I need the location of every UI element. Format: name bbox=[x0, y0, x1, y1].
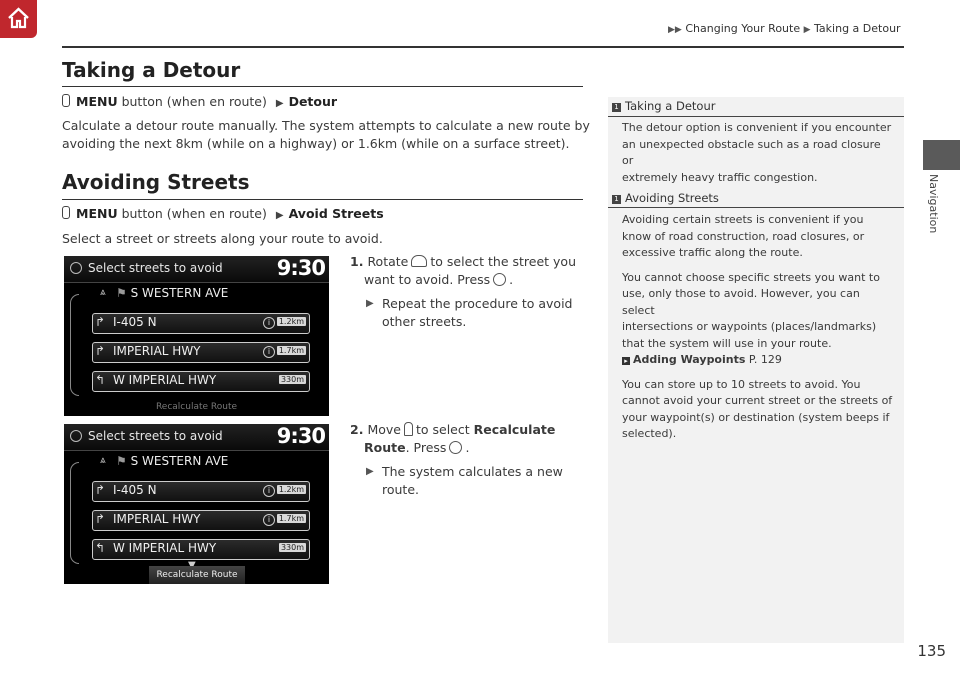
step-number: 1. bbox=[350, 254, 364, 269]
road-graphic bbox=[70, 462, 79, 564]
street-name: W IMPERIAL HWY bbox=[113, 541, 217, 555]
avoid-intro: Select a street or streets along your route to avoid. bbox=[62, 231, 383, 246]
menu-target: Detour bbox=[288, 94, 338, 109]
info-icon[interactable]: i bbox=[263, 317, 275, 329]
step-text: to select bbox=[415, 422, 470, 437]
breadcrumb bbox=[668, 22, 901, 35]
note-line: excessive traffic along the route. bbox=[622, 246, 803, 259]
step-bold: Recalculate bbox=[473, 422, 556, 437]
note-marker-icon: 1 bbox=[612, 103, 621, 112]
recalculate-route-button[interactable]: Recalculate Route bbox=[149, 566, 245, 584]
note-line: extremely heavy traffic congestion. bbox=[622, 170, 818, 184]
nav-screen-2 bbox=[64, 424, 329, 584]
interface-dial-icon bbox=[411, 255, 427, 267]
note-line: intersections or waypoints (places/landmarks) bbox=[622, 320, 877, 333]
street-row[interactable] bbox=[92, 313, 310, 334]
breadcrumb-current: Taking a Detour bbox=[814, 22, 901, 35]
chapter-tab-label bbox=[926, 174, 940, 234]
menu-label: MENU bbox=[76, 206, 118, 221]
step-1 bbox=[350, 253, 590, 271]
step-text: . bbox=[465, 440, 470, 455]
street-row[interactable] bbox=[92, 481, 310, 502]
street-name: S WESTERN AVE bbox=[130, 454, 229, 468]
turn-right-icon: ↱ bbox=[95, 344, 106, 358]
nav-screen-1 bbox=[64, 256, 329, 416]
link-label: Adding Waypoints bbox=[633, 353, 746, 366]
street-row[interactable] bbox=[92, 510, 310, 531]
home-button[interactable] bbox=[0, 0, 37, 38]
arrow-up-icon: ⩓ bbox=[100, 455, 106, 466]
hand-icon bbox=[62, 206, 70, 219]
distance-badge: 1.2km bbox=[278, 317, 304, 326]
distance-badge: 330m bbox=[280, 543, 304, 552]
note-body bbox=[622, 120, 894, 186]
flag-icon: ⚑ bbox=[116, 286, 127, 300]
home-icon bbox=[6, 6, 31, 31]
street-name: I-405 N bbox=[113, 483, 157, 497]
breadcrumb-arrow-icon: ▶▶ bbox=[668, 25, 682, 35]
section-rule bbox=[62, 199, 583, 200]
section-title-avoid: Avoiding Streets bbox=[62, 170, 250, 194]
note-heading bbox=[612, 191, 719, 205]
enter-press-icon bbox=[493, 273, 506, 286]
info-icon[interactable]: i bbox=[263, 346, 275, 358]
arrow-icon: ▶ bbox=[366, 466, 374, 477]
note-body bbox=[622, 212, 894, 443]
note-line: You can store up to 10 streets to avoid. You bbox=[622, 377, 861, 391]
street-name: I-405 N bbox=[113, 315, 157, 329]
arrow-icon: ▶ bbox=[275, 210, 284, 221]
step-result-line: The system calculates a new bbox=[382, 464, 563, 479]
note-heading-text: Taking a Detour bbox=[625, 99, 716, 113]
street-name: IMPERIAL HWY bbox=[113, 344, 201, 358]
road-graphic bbox=[70, 294, 79, 396]
enter-press-icon bbox=[449, 441, 462, 454]
street-name: IMPERIAL HWY bbox=[113, 512, 201, 526]
page-number: 135 bbox=[917, 642, 946, 660]
note-line: an unexpected obstacle such as a road closure or bbox=[622, 137, 881, 167]
screen-header bbox=[64, 256, 329, 283]
turn-right-icon: ↱ bbox=[95, 512, 106, 526]
interface-dial-move-icon bbox=[404, 422, 413, 436]
turn-right-icon: ↱ bbox=[95, 483, 106, 497]
street-row[interactable] bbox=[92, 539, 310, 560]
step-text: to select the street you bbox=[430, 254, 576, 269]
note-line: know of road construction, road closures, or bbox=[622, 229, 865, 243]
step-text: want to avoid. Press bbox=[364, 272, 491, 287]
screen-header bbox=[64, 424, 329, 451]
link-page: P. 129 bbox=[748, 353, 782, 366]
chapter-tab[interactable] bbox=[923, 140, 960, 170]
step-2-line2 bbox=[364, 439, 594, 457]
note-line: use, only those to avoid. However, you can select bbox=[622, 287, 860, 317]
step-2 bbox=[350, 421, 590, 439]
distance-badge: 1.7km bbox=[278, 346, 304, 355]
step-1-result bbox=[366, 295, 573, 331]
back-icon[interactable] bbox=[70, 430, 82, 442]
screen-title: Select streets to avoid bbox=[88, 261, 223, 275]
section-rule bbox=[62, 86, 583, 87]
step-number: 2. bbox=[350, 422, 364, 437]
recalculate-route-button[interactable]: Recalculate Route bbox=[155, 402, 238, 412]
note-line: your waypoint(s) or destination (system beeps if bbox=[622, 410, 890, 424]
step-text: Rotate bbox=[367, 254, 409, 269]
arrow-icon: ▶ bbox=[366, 298, 374, 309]
turn-right-icon: ↱ bbox=[95, 315, 106, 329]
note-rule bbox=[608, 207, 904, 208]
street-row[interactable] bbox=[92, 371, 310, 392]
note-marker-icon: 1 bbox=[612, 195, 621, 204]
distance-badge: 1.2km bbox=[278, 485, 304, 494]
step-text: . bbox=[509, 272, 514, 287]
step-2-result bbox=[366, 463, 563, 499]
distance-badge: 330m bbox=[280, 375, 304, 384]
turn-left-icon: ↰ bbox=[95, 541, 106, 555]
menu-text: button (when en route) bbox=[121, 206, 267, 221]
turn-left-icon: ↰ bbox=[95, 373, 106, 387]
info-icon[interactable]: i bbox=[263, 485, 275, 497]
cross-reference-link[interactable] bbox=[622, 352, 894, 369]
menu-path-detour bbox=[62, 94, 337, 109]
step-result-line: Repeat the procedure to avoid bbox=[382, 296, 573, 311]
menu-target: Avoid Streets bbox=[288, 206, 384, 221]
note-line: Avoiding certain streets is convenient if you bbox=[622, 213, 864, 226]
distance-badge: 1.7km bbox=[278, 514, 304, 523]
back-icon[interactable] bbox=[70, 262, 82, 274]
street-row[interactable] bbox=[116, 454, 228, 468]
menu-label: MENU bbox=[76, 94, 118, 109]
section-title-detour: Taking a Detour bbox=[62, 58, 241, 82]
note-heading-text: Avoiding Streets bbox=[625, 191, 719, 205]
breadcrumb-link-changing-route[interactable]: Changing Your Route bbox=[685, 22, 801, 35]
street-name: W IMPERIAL HWY bbox=[113, 373, 217, 387]
step-result-line: other streets. bbox=[382, 314, 467, 329]
chapter-tab-text: Navigation bbox=[927, 174, 940, 234]
note-line: that the system will use in your route. bbox=[622, 336, 832, 350]
note-line: selected). bbox=[622, 427, 677, 440]
street-row[interactable] bbox=[116, 286, 228, 300]
menu-path-avoid bbox=[62, 206, 384, 221]
breadcrumb-arrow-icon: ▶ bbox=[803, 25, 811, 35]
arrow-icon: ▶ bbox=[275, 98, 284, 109]
info-icon[interactable]: i bbox=[263, 514, 275, 526]
step-text: . Press bbox=[405, 440, 447, 455]
note-rule bbox=[608, 116, 904, 117]
flag-icon: ⚑ bbox=[116, 454, 127, 468]
arrow-up-icon: ⩓ bbox=[100, 287, 106, 298]
note-heading bbox=[612, 99, 715, 113]
hand-icon bbox=[62, 94, 70, 107]
detour-description-line1: Calculate a detour route manually. The system attempts to calculate a new route by bbox=[62, 118, 590, 133]
link-arrow-icon: ▸ bbox=[622, 357, 630, 365]
clock: 9:30 bbox=[276, 256, 325, 280]
step-result-line: route. bbox=[382, 482, 419, 497]
step-text: Move bbox=[367, 422, 401, 437]
step-1-line2 bbox=[364, 271, 594, 289]
clock: 9:30 bbox=[276, 424, 325, 448]
header-rule bbox=[62, 46, 904, 48]
screen-title: Select streets to avoid bbox=[88, 429, 223, 443]
detour-description-line2: avoiding the next 8km (while on a highway) or 1.6km (while on a surface street). bbox=[62, 136, 570, 151]
step-bold: Route bbox=[364, 440, 406, 455]
note-line: You cannot choose specific streets you want to bbox=[622, 270, 880, 284]
note-line: cannot avoid your current street or the streets of bbox=[622, 394, 893, 407]
note-line: The detour option is convenient if you encounter bbox=[622, 121, 892, 134]
notes-panel bbox=[608, 97, 904, 643]
menu-text: button (when en route) bbox=[121, 94, 267, 109]
street-row[interactable] bbox=[92, 342, 310, 363]
street-name: S WESTERN AVE bbox=[130, 286, 229, 300]
